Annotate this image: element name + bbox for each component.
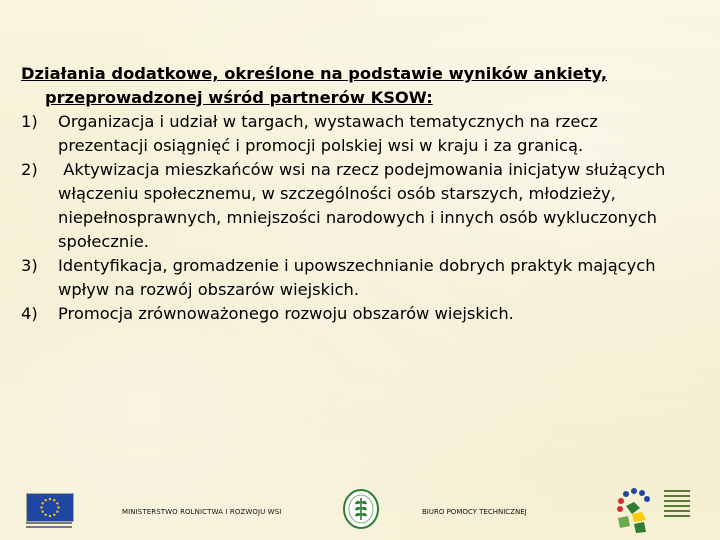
slide-heading: Działania dodatkowe, określone na podstawie wyników ankiety, przeprowadzonej wśród partnerów KSOW: — [21, 64, 608, 107]
list-item-number: 2) — [21, 160, 38, 179]
slide-content — [21, 62, 681, 326]
list-item-text: Identyfikacja, gromadzenie i upowszechnianie dobrych praktyk mających wpływ na rozwój obszarów wiejskich. — [58, 256, 656, 299]
list-item-number: 1) — [21, 112, 38, 131]
actions-list — [21, 110, 681, 326]
prow-logo-icon — [612, 486, 662, 540]
list-item-text: Organizacja i udział w targach, wystawach tematycznych na rzecz prezentacji osiągnięć i promocji polskiej wsi w kraju i za granicą. — [58, 112, 598, 155]
prow-caption-lines — [664, 490, 690, 517]
list-item-text: Promocja zrównoważonego rozwoju obszarów wiejskich. — [58, 304, 514, 323]
footer-logos-bar — [0, 480, 720, 540]
list-item-number: 4) — [21, 304, 38, 323]
list-item — [21, 302, 681, 326]
ministry-label: MINISTERSTWO ROLNICTWA I ROZWOJU WSI — [122, 508, 282, 516]
list-item — [21, 254, 681, 302]
eu-caption-lines — [26, 522, 72, 529]
list-item-number: 3) — [21, 256, 38, 275]
ksow-wheat-logo-icon — [342, 488, 380, 534]
list-item-text: Aktywizacja mieszkańców wsi na rzecz podejmowania inicjatyw służących włączeniu społecznemu, w szczególności osób starszych, młodzieży, niepełnosprawnych, mniejszości narodowych i innych osób wykluczonych społecznie. — [58, 160, 671, 251]
list-item — [21, 158, 681, 254]
biuro-label: BIURO POMOCY TECHNICZNEJ — [422, 508, 527, 516]
list-item — [21, 110, 681, 158]
eu-flag-icon — [26, 493, 74, 522]
